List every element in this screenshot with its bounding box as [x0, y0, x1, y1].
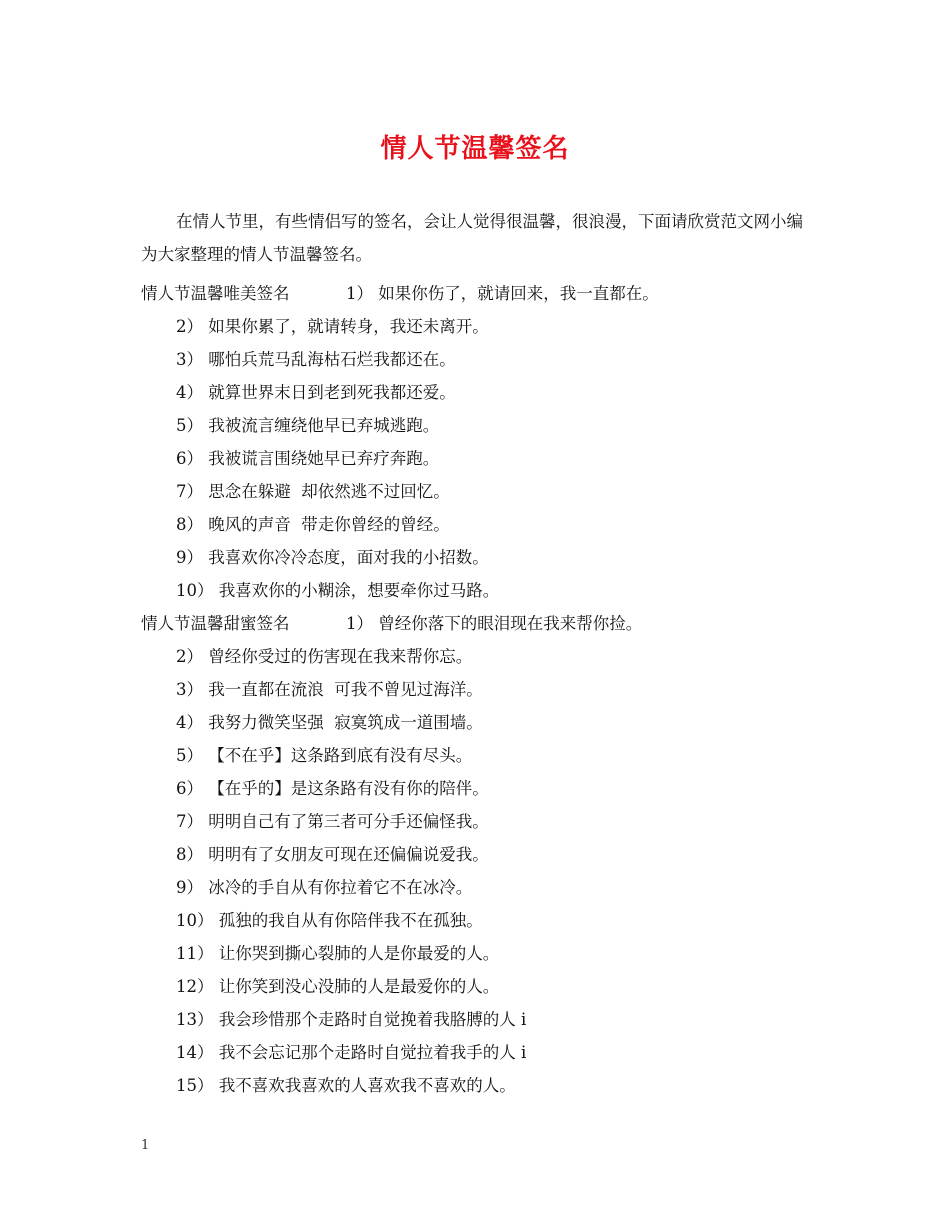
section-heading-line — [0, 277, 950, 310]
section-heading-line — [0, 607, 950, 640]
page-number: 1 — [141, 1138, 150, 1153]
list-item: 2） 如果你累了，就请转身，我还未离开。 — [176, 317, 489, 336]
list-item: 6） 我被谎言围绕她早已弃疗奔跑。 — [176, 449, 440, 468]
list-item: 9） 我喜欢你冷冷态度，面对我的小招数。 — [176, 548, 489, 567]
list-item: 6） 【在乎的】是这条路有没有你的陪伴。 — [176, 779, 489, 798]
section-heading: 情人节温馨甜蜜签名 — [141, 614, 290, 633]
list-item: 11） 让你哭到撕心裂肺的人是你最爱的人。 — [176, 944, 500, 963]
list-item: 12） 让你笑到没心没肺的人是最爱你的人。 — [176, 977, 500, 996]
list-item: 3） 我一直都在流浪 可我不曾见过海洋。 — [176, 680, 483, 699]
section-heading: 情人节温馨唯美签名 — [141, 284, 290, 303]
list-item: 1） 曾经你落下的眼泪现在我来帮你捡。 — [346, 614, 643, 633]
intro-paragraph: 在情人节里，有些情侣写的签名，会让人觉得很温馨，很浪漫，下面请欣赏范文网小编为大家整理的情人节温馨签名。 — [141, 212, 803, 264]
list-item: 4） 就算世界末日到老到死我都还爱。 — [176, 383, 456, 402]
list-item: 5） 我被流言缠绕他早已弃城逃跑。 — [176, 416, 440, 435]
list-item: 5） 【不在乎】这条路到底有没有尽头。 — [176, 746, 473, 765]
list-item: 10） 孤独的我自从有你陪伴我不在孤独。 — [176, 911, 483, 930]
list-item: 13） 我会珍惜那个走路时自觉挽着我胳膊的人 i — [176, 1010, 527, 1029]
list-item: 3） 哪怕兵荒马乱海枯石烂我都还在。 — [176, 350, 456, 369]
list-item: 8） 晚风的声音 带走你曾经的曾经。 — [176, 515, 450, 534]
list-item: 1） 如果你伤了，就请回来，我一直都在。 — [346, 284, 659, 303]
list-item: 7） 明明自己有了第三者可分手还偏怪我。 — [176, 812, 489, 831]
list-item: 4） 我努力微笑坚强 寂寞筑成一道围墙。 — [176, 713, 483, 732]
list-item: 14） 我不会忘记那个走路时自觉拉着我手的人 i — [176, 1043, 527, 1062]
list-item: 2） 曾经你受过的伤害现在我来帮你忘。 — [176, 647, 473, 666]
list-item: 15） 我不喜欢我喜欢的人喜欢我不喜欢的人。 — [176, 1076, 516, 1095]
list-item: 8） 明明有了女朋友可现在还偏偏说爱我。 — [176, 845, 489, 864]
list-item: 10） 我喜欢你的小糊涂，想要牵你过马路。 — [176, 581, 500, 600]
signature-list — [0, 277, 950, 1102]
document-title: 情人节温馨签名 — [380, 134, 570, 164]
list-item: 7） 思念在躲避 却依然逃不过回忆。 — [176, 482, 450, 501]
list-item: 9） 冰冷的手自从有你拉着它不在冰冷。 — [176, 878, 473, 897]
